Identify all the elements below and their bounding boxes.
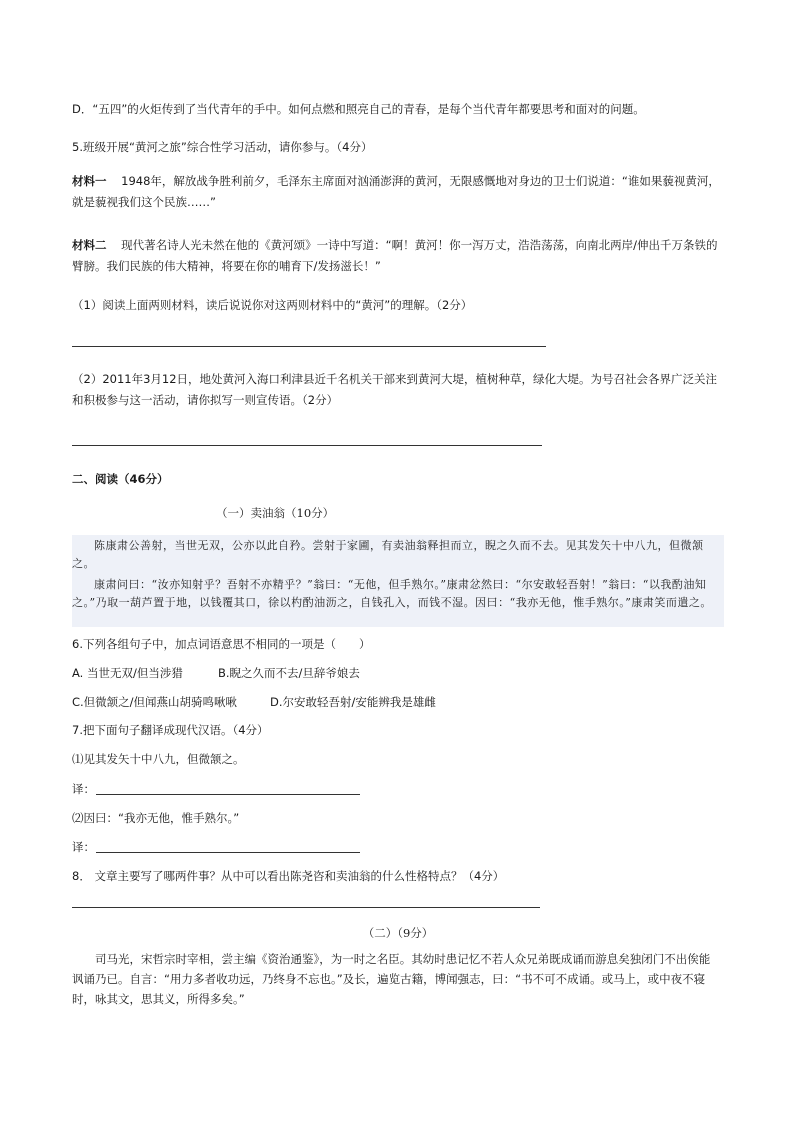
sima-guang-passage: 司马光，宋哲宗时宰相，尝主编《资治通鉴》，为一时之名臣。其幼时患记忆不若人众兄弟既成诵而游息矣独闭门不出俟能讽诵乃已。自言：“用力多者收功远，乃终身不忘也。”及长，遍览古籍，博闻强志，曰：“书不可不成诵。或马上，或中夜不寝时，咏其文，思其义，所得多矣。” <box>72 952 711 1006</box>
question-5-2: （2）2011年3月12日，地处黄河入海口利津县近千名机关干部来到黄河大堤，植树种草，绿化大堤。为号召社会各界广泛关注和积极参与这一活动，请你拟写一则宣传语。（2分） <box>72 372 718 407</box>
subsection-2-title: （二）（9分） <box>362 926 434 940</box>
option-d: D.尔安敢轻吾射/安能辨我是雄雌 <box>270 695 436 709</box>
option-c: C.但微颔之/但闻燕山胡骑鸣啾啾 <box>72 695 238 709</box>
material-2-label: 材料二 <box>72 238 107 252</box>
option-d-text: D．“五四”的火炬传到了当代青年的手中。如何点燃和照亮自己的青春，是每个当代青年都要思考和面对的问题。 <box>72 102 645 116</box>
question-7-2: ⑵因曰：“我亦无他，惟手熟尔。” <box>72 811 240 825</box>
material-2 <box>72 235 720 277</box>
classical-paragraph-2: 康肃问曰：“汝亦知射乎？吾射不亦精乎？”翁曰：“无他，但手熟尔。”康肃忿然曰：“尔安敢轻吾射！”翁曰：“以我酌油知之。”乃取一葫芦置于地，以钱覆其口，徐以杓酌油沥之，自钱孔入，而钱不湿。因曰：“我亦无他，惟手熟尔。”康肃笑而遣之。 <box>72 578 712 609</box>
question-5-1: （1）阅读上面两则材料，读后说说你对这两则材料中的“黄河”的理解。（2分） <box>72 298 473 312</box>
question-6: 6.下列各组句子中，加点词语意思不相同的一项是（ ） <box>72 637 371 651</box>
classical-paragraph-1: 陈康肃公善射，当世无双，公亦以此自矜。尝射于家圃，有卖油翁释担而立，睨之久而不去。见其发矢十中八九，但微颔之。 <box>72 539 704 570</box>
answer-line[interactable] <box>96 794 360 795</box>
material-1-label: 材料一 <box>72 174 107 188</box>
option-b: B.睨之久而不去/旦辞爷娘去 <box>218 666 360 680</box>
answer-line[interactable] <box>72 907 540 908</box>
question-8: 8． 文章主要写了哪两件事？从中可以看出陈尧咨和卖油翁的什么性格特点？（4分） <box>72 869 505 883</box>
material-1-text: 1948年，解放战争胜利前夕，毛泽东主席面对汹涌澎湃的黄河，无限感慨地对身边的卫士们说道：“谁如果藐视黄河，就是藐视我们这个民族……” <box>72 174 720 209</box>
answer-line[interactable] <box>72 445 542 446</box>
material-2-text: 现代著名诗人光未然在他的《黄河颂》一诗中写道：“啊！黄河！你一泻万丈，浩浩荡荡，向南北两岸/伸出千万条铁的臂膀。我们民族的伟大精神，将要在你的哺育下/发扬滋长！” <box>72 238 718 273</box>
question-7: 7.把下面句子翻译成现代汉语。（4分） <box>72 723 269 737</box>
material-1 <box>72 171 720 213</box>
option-a: A. 当世无双/但当涉猎 <box>72 666 183 680</box>
translation-label: 译： <box>72 840 95 854</box>
translation-label: 译： <box>72 782 95 796</box>
subsection-1-title: （一）卖油翁（10分） <box>216 506 335 520</box>
answer-line[interactable] <box>72 346 546 347</box>
answer-line[interactable] <box>96 852 360 853</box>
question-7-1: ⑴见其发矢十中八九，但微颔之。 <box>72 752 245 766</box>
section-2-heading: 二、阅读（46分） <box>72 472 169 486</box>
question-5: 5.班级开展“黄河之旅”综合性学习活动，请你参与。（4分） <box>72 140 373 154</box>
